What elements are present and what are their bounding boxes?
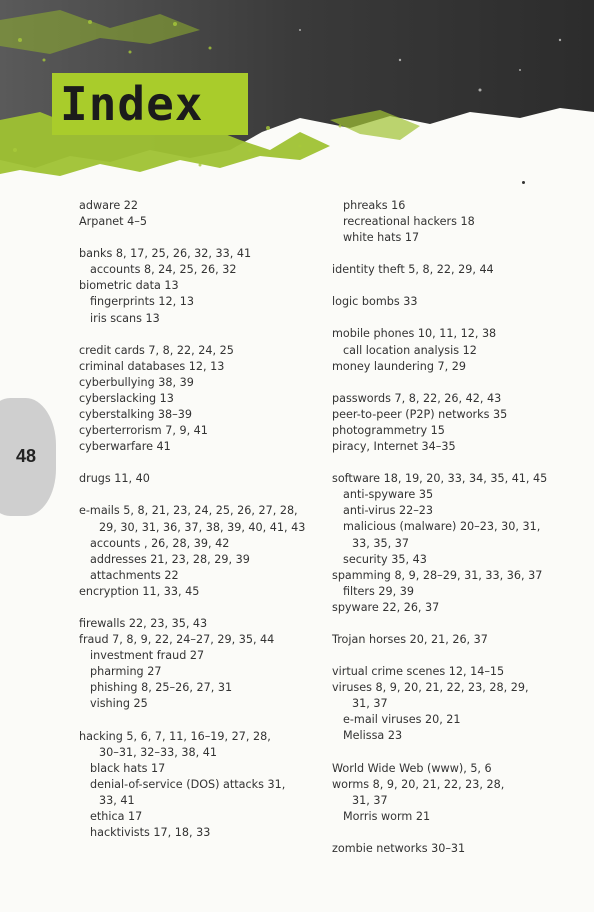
index-subentry: black hats 17: [90, 761, 166, 775]
index-entry: criminal databases 12, 13: [79, 359, 225, 373]
index-group: [332, 632, 582, 648]
index-entry: encryption 11, 33, 45: [79, 584, 200, 598]
index-group: [332, 326, 582, 374]
index-entry: viruses 8, 9, 20, 21, 22, 23, 28, 29,: [332, 681, 529, 695]
index-entry: piracy, Internet 34–35: [332, 440, 456, 454]
index-subentry: Melissa 23: [343, 729, 403, 743]
index-entry-continuation: 29, 30, 31, 36, 37, 38, 39, 40, 41, 43: [99, 520, 306, 534]
index-subentry: attachments 22: [90, 568, 179, 582]
index-group: [79, 471, 329, 487]
index-column-right: [332, 198, 582, 873]
index-group: [332, 391, 582, 455]
index-subentry: white hats 17: [343, 231, 420, 245]
index-group: [332, 262, 582, 278]
index-subentry: iris scans 13: [90, 311, 160, 325]
index-entry: credit cards 7, 8, 22, 24, 25: [79, 343, 234, 357]
index-subentry: pharming 27: [90, 665, 162, 679]
index-entry: identity theft 5, 8, 22, 29, 44: [332, 263, 494, 277]
index-entry: cyberstalking 38–39: [79, 408, 192, 422]
index-entry: money laundering 7, 29: [332, 359, 466, 373]
index-entry: drugs 11, 40: [79, 472, 150, 486]
index-group: [79, 503, 329, 600]
index-subentry: call location analysis 12: [343, 343, 477, 357]
index-group: [332, 664, 582, 744]
index-subentry: phishing 8, 25–26, 27, 31: [90, 681, 233, 695]
index-entry: peer-to-peer (P2P) networks 35: [332, 407, 508, 421]
index-entry-continuation: 30–31, 32–33, 38, 41: [99, 745, 217, 759]
page-title: Index: [60, 77, 204, 131]
index-group: [79, 616, 329, 713]
page-number: 48: [16, 446, 37, 466]
index-entry: cyberbullying 38, 39: [79, 375, 194, 389]
index-entry: zombie networks 30–31: [332, 841, 466, 855]
index-subentry: security 35, 43: [343, 552, 427, 566]
index-column-left: [79, 198, 329, 857]
index-entry: cyberslacking 13: [79, 391, 174, 405]
index-entry: Trojan horses 20, 21, 26, 37: [332, 632, 488, 646]
index-entry: passwords 7, 8, 22, 26, 42, 43: [332, 391, 502, 405]
index-group: [79, 343, 329, 456]
index-entry: worms 8, 9, 20, 21, 22, 23, 28,: [332, 777, 505, 791]
index-entry-continuation: 33, 35, 37: [352, 536, 409, 550]
index-entry: software 18, 19, 20, 33, 34, 35, 41, 45: [332, 472, 548, 486]
index-group: [332, 294, 582, 310]
index-group: [79, 198, 329, 230]
index-entry: e-mails 5, 8, 21, 23, 24, 25, 26, 27, 28,: [79, 504, 298, 518]
index-entry: spamming 8, 9, 28–29, 31, 33, 36, 37: [332, 568, 543, 582]
index-subentry: filters 29, 39: [343, 584, 414, 598]
index-entry: virtual crime scenes 12, 14–15: [332, 665, 505, 679]
index-group: [79, 246, 329, 326]
index-subentry: fingerprints 12, 13: [90, 295, 194, 309]
index-subentry: accounts 8, 24, 25, 26, 32: [90, 263, 237, 277]
index-entry: cyberterrorism 7, 9, 41: [79, 424, 208, 438]
index-subentry: investment fraud 27: [90, 649, 205, 663]
index-entry: adware 22: [79, 199, 138, 212]
index-group: [332, 841, 582, 857]
index-subentry: addresses 21, 23, 28, 29, 39: [90, 552, 250, 566]
index-subentry: denial-of-service (DOS) attacks 31,: [90, 777, 286, 791]
index-entry: logic bombs 33: [332, 295, 418, 309]
index-entry: hacking 5, 6, 7, 11, 16–19, 27, 28,: [79, 729, 271, 743]
index-subentry: Morris worm 21: [343, 809, 431, 823]
index-subentry: ethica 17: [90, 810, 143, 823]
index-entry: fraud 7, 8, 9, 22, 24–27, 29, 35, 44: [79, 633, 275, 647]
speck: [522, 181, 525, 184]
index-group: [332, 471, 582, 616]
index-entry: banks 8, 17, 25, 26, 32, 33, 41: [79, 247, 252, 261]
index-subentry: vishing 25: [90, 697, 148, 711]
index-entry: cyberwarfare 41: [79, 440, 171, 454]
index-entry: mobile phones 10, 11, 12, 38: [332, 327, 497, 341]
index-group: [332, 761, 582, 825]
index-subentry: hacktivists 17, 18, 33: [90, 826, 211, 840]
index-entry-continuation: 33, 41: [99, 793, 135, 807]
index-group: [332, 198, 582, 246]
index-subentry: accounts , 26, 28, 39, 42: [90, 536, 230, 550]
index-entry: firewalls 22, 23, 35, 43: [79, 616, 208, 630]
index-entry: photogrammetry 15: [332, 423, 445, 437]
index-group: [79, 729, 329, 842]
index-entry: World Wide Web (www), 5, 6: [332, 761, 492, 775]
index-subentry: phreaks 16: [343, 199, 406, 212]
index-entry: biometric data 13: [79, 279, 179, 293]
index-entry-continuation: 31, 37: [352, 697, 388, 711]
index-subentry: e-mail viruses 20, 21: [343, 713, 461, 727]
index-subentry: anti-virus 22–23: [343, 504, 434, 518]
index-entry: spyware 22, 26, 37: [332, 600, 440, 614]
index-subentry: anti-spyware 35: [343, 488, 434, 502]
index-entry-continuation: 31, 37: [352, 793, 388, 807]
index-subentry: recreational hackers 18: [343, 215, 475, 229]
index-entry: Arpanet 4–5: [79, 215, 147, 229]
index-subentry: malicious (malware) 20–23, 30, 31,: [343, 520, 541, 534]
